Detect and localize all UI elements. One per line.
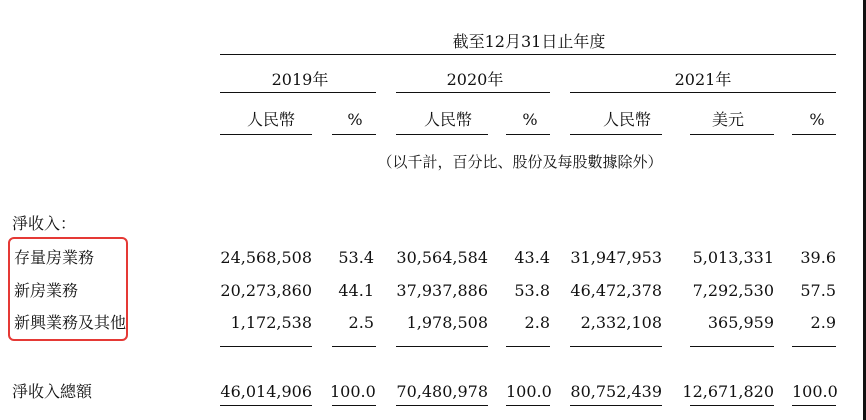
col-rule [332, 134, 376, 135]
subtotal-rule [332, 346, 376, 347]
table-cell: 53.4 [338, 248, 374, 267]
col-2021-usd: 美元 [711, 110, 744, 129]
year-2020-rule [396, 92, 550, 93]
table-cell: 7,292,530 [692, 281, 774, 300]
col-2019-rmb: 人民幣 [246, 110, 295, 129]
table-cell: 1,172,538 [230, 313, 312, 332]
total-rule [332, 405, 376, 406]
period-rule [220, 54, 836, 55]
table-cell: 46,472,378 [570, 281, 662, 300]
col-rule [396, 134, 488, 135]
total-cell: 100.0 [506, 382, 552, 401]
total-rule [396, 405, 488, 406]
table-cell: 365,959 [707, 313, 774, 332]
subtotal-rule [220, 346, 312, 347]
period-header: 截至12月31日止年度 [452, 32, 606, 51]
year-2020: 2020年 [446, 70, 504, 89]
table-cell: 39.6 [800, 248, 836, 267]
total-rule [506, 405, 550, 406]
table-cell: 31,947,953 [570, 248, 662, 267]
year-2021: 2021年 [674, 70, 732, 89]
total-cell: 46,014,906 [220, 382, 312, 401]
year-2019-rule [220, 92, 376, 93]
row-label: 新房業務 [14, 281, 79, 300]
col-2020-pct: % [522, 110, 538, 129]
table-cell: 53.8 [514, 281, 550, 300]
table-cell: 44.1 [338, 281, 374, 300]
row-label: 新興業務及其他 [14, 313, 127, 332]
col-2020-rmb: 人民幣 [423, 110, 472, 129]
table-cell: 5,013,331 [692, 248, 774, 267]
row-label: 存量房業務 [14, 248, 95, 267]
total-cell: 70,480,978 [396, 382, 488, 401]
table-cell: 2.9 [810, 313, 836, 332]
table-cell: 1,978,508 [406, 313, 488, 332]
table-cell: 30,564,584 [396, 248, 488, 267]
total-label: 淨收入總額 [12, 382, 93, 401]
table-cell: 2,332,108 [580, 313, 662, 332]
col-rule [690, 134, 774, 135]
total-cell: 80,752,439 [570, 382, 662, 401]
total-cell: 12,671,820 [682, 382, 774, 401]
year-2019: 2019年 [271, 70, 329, 89]
table-cell: 43.4 [514, 248, 550, 267]
total-cell: 100.0 [792, 382, 838, 401]
total-rule [220, 405, 312, 406]
col-rule [570, 134, 662, 135]
table-cell: 57.5 [800, 281, 836, 300]
subtotal-rule [396, 346, 488, 347]
table-cell: 24,568,508 [220, 248, 312, 267]
table-cell: 2.8 [524, 313, 550, 332]
subtotal-rule [690, 346, 774, 347]
table-cell: 2.5 [348, 313, 374, 332]
col-2021-pct: % [809, 110, 825, 129]
section-title: 淨收入： [12, 214, 77, 233]
table-cell: 20,273,860 [220, 281, 312, 300]
col-2021-rmb: 人民幣 [602, 110, 651, 129]
units-note: （以千計，百分比、股份及每股數據除外） [377, 153, 663, 171]
year-2021-rule [570, 92, 836, 93]
col-rule [220, 134, 312, 135]
subtotal-rule [506, 346, 550, 347]
subtotal-rule [792, 346, 836, 347]
total-rule [792, 405, 836, 406]
col-2019-pct: % [347, 110, 363, 129]
total-cell: 100.0 [330, 382, 376, 401]
col-rule [792, 134, 836, 135]
col-rule [506, 134, 550, 135]
subtotal-rule [570, 346, 662, 347]
total-rule [690, 405, 774, 406]
total-rule [570, 405, 662, 406]
table-cell: 37,937,886 [396, 281, 488, 300]
